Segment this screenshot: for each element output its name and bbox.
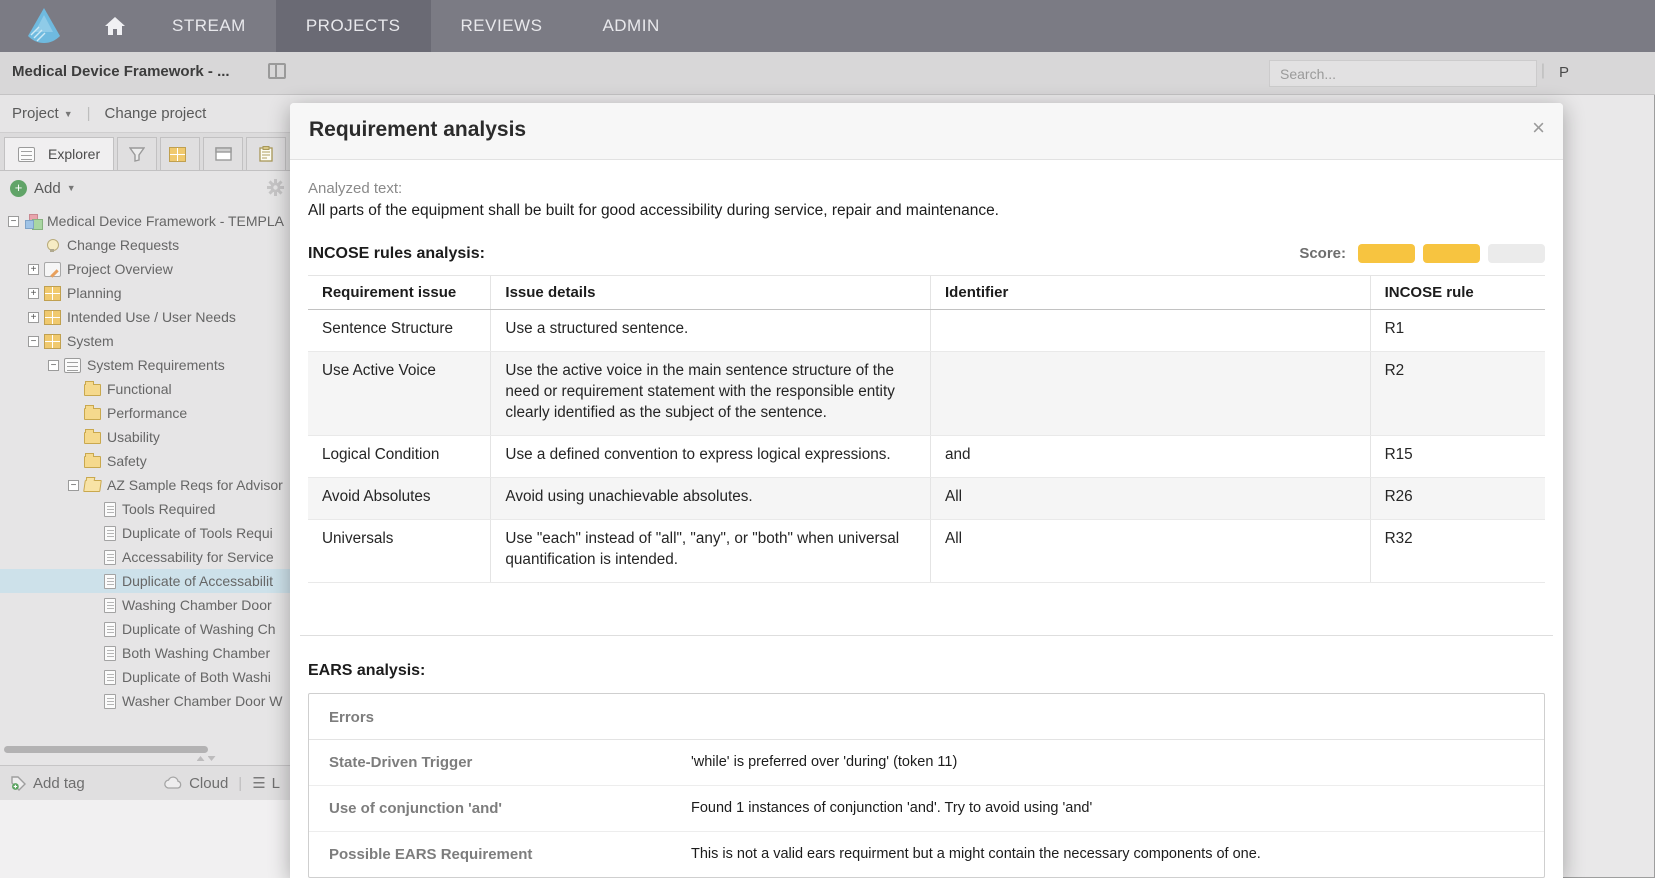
tree-item[interactable]: [0, 353, 290, 377]
tree-item[interactable]: [0, 449, 290, 473]
incose-row: [308, 519, 1545, 582]
close-icon[interactable]: ×: [1532, 115, 1545, 140]
project-title: Medical Device Framework - ...: [12, 63, 230, 80]
incose-row: [308, 435, 1545, 477]
tree-toggle-icon[interactable]: +: [28, 312, 39, 323]
project-tree: [0, 209, 290, 713]
tree-item-icon: [24, 214, 41, 229]
tree-toggle-icon[interactable]: −: [28, 336, 39, 347]
requirement-analysis-modal: [290, 103, 1563, 878]
tree-item[interactable]: [0, 641, 290, 665]
ears-row-label: Use of conjunction 'and': [329, 799, 502, 817]
tree-item-icon: [84, 408, 101, 420]
tree-item-icon: [84, 432, 101, 444]
incose-cell: R1: [1370, 310, 1545, 352]
score-group: [1299, 244, 1545, 263]
tree-item[interactable]: [0, 281, 290, 305]
tree-item[interactable]: [0, 497, 290, 521]
modal-body: [290, 160, 1563, 878]
analyzed-text-value: All parts of the equipment shall be built for good accessibility during service, repair and maintenance.: [308, 202, 999, 219]
list-lines-icon: ☰: [252, 775, 266, 792]
ears-analysis-table: [308, 693, 1545, 878]
incose-header-row: [308, 276, 1545, 310]
tree-item[interactable]: [0, 545, 290, 569]
score-bars: [1358, 244, 1545, 263]
tree-item-icon: [104, 574, 116, 589]
add-row: [0, 171, 290, 205]
tree-item[interactable]: [0, 305, 290, 329]
ears-row-label: Possible EARS Requirement: [329, 845, 533, 863]
tree-item-label: Usability: [107, 429, 160, 445]
cloud-button[interactable]: Cloud: [163, 775, 228, 792]
incose-row: [308, 477, 1545, 519]
tree-toggle-icon[interactable]: −: [48, 360, 59, 371]
tree-item-icon: [104, 550, 116, 565]
tree-item[interactable]: [0, 377, 290, 401]
score-label: Score:: [1299, 245, 1346, 262]
tree-item[interactable]: [0, 569, 290, 593]
tree-item-label: System Requirements: [87, 357, 225, 373]
tree-item-label: System: [67, 333, 114, 349]
incose-col-header: Requirement issue: [308, 276, 491, 310]
add-button[interactable]: Add: [34, 179, 61, 197]
tree-item-label: Functional: [107, 381, 172, 397]
clipboard-icon: [259, 146, 273, 162]
tree-item-icon: [104, 646, 116, 661]
incose-cell: R32: [1370, 519, 1545, 582]
tree-item-icon: [104, 670, 116, 685]
incose-cell: Use the active voice in the main sentence structure of the need or requirement statement with the responsible entity clearly identified as the subject of the sentence.: [491, 351, 931, 435]
tree-item-label: AZ Sample Reqs for Advisor: [107, 477, 283, 493]
grid-view-icon: [169, 147, 186, 162]
tree-item-label: Intended Use / User Needs: [67, 309, 236, 325]
score-bar-filled: [1358, 244, 1415, 263]
tree-item-label: Planning: [67, 285, 122, 301]
left-sidebar: [0, 95, 290, 878]
tree-item-label: Project Overview: [67, 261, 173, 277]
incose-cell: [931, 351, 1371, 435]
ears-errors-header: Errors: [309, 694, 1544, 740]
tree-item-icon: [44, 238, 61, 253]
tree-toggle-icon[interactable]: +: [28, 288, 39, 299]
incose-row: [308, 351, 1545, 435]
incose-cell: All: [931, 477, 1371, 519]
tag-icon: [10, 775, 27, 791]
tree-item-label: Performance: [107, 405, 188, 421]
modal-header: [290, 103, 1563, 160]
tab-panel-view[interactable]: [203, 137, 243, 170]
ears-row-label: State-Driven Trigger: [329, 753, 473, 771]
incose-cell: Use a defined convention to express logical expressions.: [491, 435, 931, 477]
tree-item[interactable]: [0, 425, 290, 449]
tree-item[interactable]: [0, 521, 290, 545]
app-logo[interactable]: [0, 0, 88, 52]
panel-layout-icon[interactable]: [268, 63, 286, 79]
analyzed-text-label: Analyzed text:: [308, 180, 403, 197]
incose-section-head: [308, 244, 1545, 263]
tree-item-icon: [84, 456, 101, 468]
subheader-separator: |: [1540, 62, 1545, 79]
incose-cell: Universals: [308, 519, 491, 582]
splitter-grip[interactable]: [186, 756, 226, 762]
tree-item[interactable]: [0, 665, 290, 689]
tree-item[interactable]: [0, 617, 290, 641]
chevron-down-icon: ▼: [63, 108, 73, 119]
tree-toggle-icon[interactable]: −: [68, 480, 79, 491]
tab-explorer[interactable]: Explorer: [4, 137, 114, 170]
nav-item-stream[interactable]: STREAM: [172, 16, 246, 35]
tree-item-label: Washing Chamber Door: [122, 597, 272, 613]
tree-item-label: Safety: [107, 453, 147, 469]
tree-item[interactable]: [0, 689, 290, 713]
tree-item-icon: [44, 286, 61, 301]
sidebar-lower-area: [0, 800, 290, 878]
incose-heading: INCOSE rules analysis:: [308, 244, 485, 262]
incose-cell: [931, 310, 1371, 352]
search-input[interactable]: [1269, 60, 1537, 87]
home-icon: [104, 16, 126, 36]
tab-grid-view[interactable]: [160, 137, 200, 170]
home-nav-button[interactable]: [88, 0, 142, 52]
tree-toggle-icon[interactable]: −: [8, 216, 19, 227]
tree-item-icon: [104, 598, 116, 613]
jama-logo-icon: [23, 5, 65, 47]
incose-cell: R2: [1370, 351, 1545, 435]
tree-item-icon: [64, 358, 81, 373]
top-nav: [0, 0, 1655, 52]
ears-row: [309, 786, 1544, 832]
incose-cell: Avoid using unachievable absolutes.: [491, 477, 931, 519]
ears-row: [309, 832, 1544, 877]
filter-funnel-icon: [129, 147, 145, 162]
tree-item-label: Change Requests: [67, 237, 180, 253]
incose-cell: All: [931, 519, 1371, 582]
tab-reports[interactable]: [246, 137, 286, 170]
cloud-icon: [163, 776, 183, 790]
tree-item-icon: [44, 262, 61, 277]
tree-item-label: Duplicate of Washing Ch: [122, 621, 276, 637]
tree-item-label: Duplicate of Both Washi: [122, 669, 271, 685]
sub-header: [0, 52, 1655, 95]
tree-item-icon: [44, 310, 61, 325]
incose-cell: and: [931, 435, 1371, 477]
incose-cell: R26: [1370, 477, 1545, 519]
tree-item[interactable]: [0, 593, 290, 617]
tree-item-icon: [104, 526, 116, 541]
project-dropdown[interactable]: Project: [12, 105, 59, 122]
incose-rules-table: [308, 275, 1545, 583]
project-menu-row: Project ▼ | Change project: [0, 95, 290, 133]
tree-item[interactable]: [0, 401, 290, 425]
modal-title: Requirement analysis: [309, 118, 527, 141]
ears-row: [309, 740, 1544, 786]
nav-item-admin[interactable]: ADMIN: [602, 16, 660, 35]
tree-item-label: Medical Device Framework - TEMPLA: [47, 213, 285, 229]
tree-item-icon: [44, 334, 61, 349]
tab-filter[interactable]: [117, 137, 157, 170]
incose-cell: Use Active Voice: [308, 351, 491, 435]
tree-item-label: Accessability for Service: [122, 549, 274, 565]
ears-heading: EARS analysis:: [308, 661, 426, 679]
tree-item[interactable]: [0, 329, 290, 353]
horizontal-scrollbar[interactable]: [4, 746, 208, 753]
sidebar-footer: Add tag Cloud | ☰ L: [0, 765, 290, 800]
tree-item[interactable]: [0, 257, 290, 281]
add-plus-icon: +: [10, 180, 27, 197]
sidebar-tabs: [0, 133, 290, 171]
tree-toggle-icon[interactable]: +: [28, 264, 39, 275]
explorer-icon: [18, 147, 35, 162]
tree-item-label: Duplicate of Tools Requi: [122, 525, 273, 541]
nav-item-reviews[interactable]: REVIEWS: [460, 16, 543, 35]
incose-cell: Avoid Absolutes: [308, 477, 491, 519]
tree-item-label: Tools Required: [122, 501, 216, 517]
tree-item-icon: [84, 384, 101, 396]
ears-row-detail: This is not a valid ears requirment but a might contain the necessary components of one.: [691, 846, 1261, 863]
change-project-link[interactable]: Change project: [104, 105, 207, 122]
tree-item-icon: [104, 622, 116, 637]
incose-cell: Sentence Structure: [308, 310, 491, 352]
incose-row: [308, 310, 1545, 352]
list-button[interactable]: ☰ L: [252, 774, 280, 792]
tree-item-icon: [104, 694, 116, 709]
add-tag-button[interactable]: Add tag: [10, 775, 85, 792]
incose-cell: Use a structured sentence.: [491, 310, 931, 352]
panel-view-icon: [215, 147, 232, 161]
ears-row-detail: Found 1 instances of conjunction 'and'. Try to avoid using 'and': [691, 800, 1093, 817]
tree-item-icon: [83, 480, 102, 492]
subheader-right-link[interactable]: P: [1558, 64, 1569, 81]
tree-item-label: Both Washing Chamber: [122, 645, 271, 661]
settings-gear-button[interactable]: [267, 179, 284, 196]
score-bar-filled: [1423, 244, 1480, 263]
score-bar-empty: [1488, 244, 1545, 263]
tree-item-label: Washer Chamber Door W: [122, 693, 283, 709]
section-divider: [300, 635, 1553, 636]
ears-row-detail: 'while' is preferred over 'during' (token 11): [691, 754, 958, 771]
incose-cell: Logical Condition: [308, 435, 491, 477]
nav-item-projects[interactable]: PROJECTS: [276, 0, 431, 52]
tree-item-icon: [104, 502, 116, 517]
incose-cell: Use "each" instead of "all", "any", or "both" when universal quantification is intended.: [491, 519, 931, 582]
tree-item[interactable]: [0, 209, 290, 233]
incose-col-header: Issue details: [491, 276, 931, 310]
incose-col-header: INCOSE rule: [1370, 276, 1545, 310]
chevron-down-icon: ▼: [66, 183, 76, 193]
tree-item[interactable]: [0, 473, 290, 497]
tree-item[interactable]: [0, 233, 290, 257]
incose-cell: R15: [1370, 435, 1545, 477]
incose-col-header: Identifier: [931, 276, 1371, 310]
tree-item-label: Duplicate of Accessabilit: [122, 573, 273, 589]
gear-icon: [267, 179, 284, 196]
